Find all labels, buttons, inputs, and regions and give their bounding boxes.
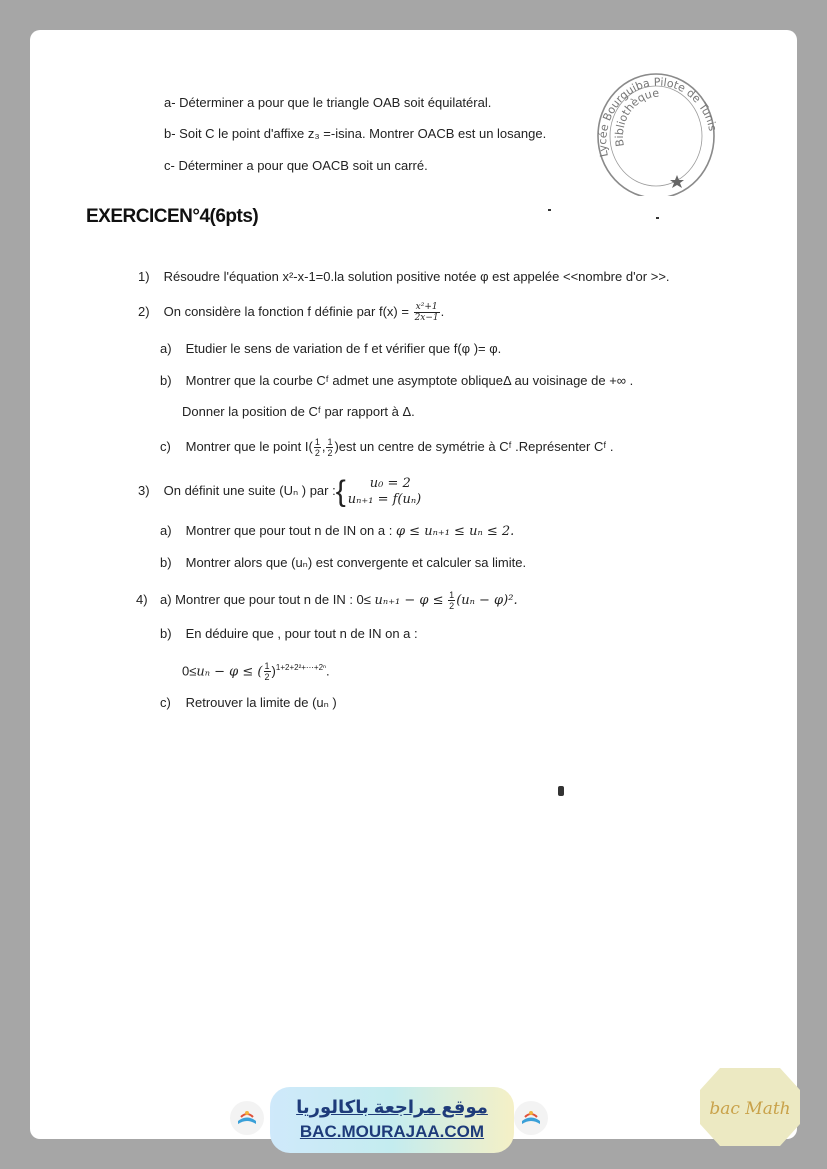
bac-math-badge (698, 1066, 802, 1148)
scan-speck (558, 786, 564, 796)
question-number: 4) (136, 591, 148, 607)
sub-label: b) (160, 626, 172, 641)
site-name-arabic[interactable]: موقع مراجعة باكالوريا (296, 1097, 488, 1117)
question-4b (160, 625, 418, 643)
scan-speck (548, 209, 551, 211)
sub-math: φ ≤ uₙ₊₁ ≤ uₙ ≤ 2. (395, 524, 515, 539)
site-logo-right (514, 1101, 548, 1135)
fraction-numerator: 1 (449, 590, 455, 600)
fraction-denominator: 2 (264, 672, 270, 683)
question-4 (136, 590, 518, 611)
comma: , (321, 438, 326, 454)
sub-label: b) (160, 373, 172, 388)
inequality-pre: 0≤ (182, 663, 197, 679)
inequality-left: uₙ₊₁ − φ ≤ (374, 592, 444, 608)
fraction-numerator: 1 (327, 437, 333, 447)
sub-label: a) (160, 523, 172, 538)
question-text: Résoudre l'équation x²-x-1=0.la solution positive notée φ est appelée <<nombre d'or >>. (163, 269, 670, 284)
function-fraction (414, 302, 440, 323)
sub-text: Retrouver la limite de (uₙ ) (185, 695, 337, 710)
inequality-close: ) (271, 663, 276, 679)
fraction-numerator: 1 (314, 437, 320, 447)
question-2c (160, 437, 614, 458)
question-2b (160, 372, 633, 390)
sub-label: c) (160, 438, 171, 454)
sub-label: c) (160, 695, 171, 710)
site-banner[interactable] (270, 1087, 514, 1153)
question-2b-line2: Donner la position de Cᶠ par rapport à Δ. (182, 404, 415, 419)
exercise-title: EXERCICEN°4(6pts) (86, 206, 259, 227)
exam-page (30, 30, 797, 1139)
question-text: On définit une suite (Uₙ ) par : (163, 483, 336, 498)
fraction-denominator: 2 (449, 601, 455, 611)
sub-text-post: )est un centre de symétrie à Cᶠ .Représenter Cᶠ . (334, 438, 614, 454)
fraction-half (314, 437, 321, 458)
system-line-1: u₀ = 2 (369, 475, 411, 491)
fraction-half (326, 437, 333, 458)
inequality-math: uₙ − φ ≤ ( (196, 664, 263, 680)
sub-text: Montrer que pour tout n de IN on a : (185, 523, 393, 538)
site-logo-left (230, 1101, 264, 1135)
fraction-denominator: 2 (314, 448, 320, 458)
scan-speck (656, 217, 659, 219)
question-number: 1) (138, 269, 150, 284)
question-4b-inequality (182, 659, 330, 682)
question-2 (138, 302, 444, 323)
book-icon (514, 1101, 548, 1135)
stamp-inner-text: Bibliothèque (612, 86, 660, 148)
badge-text: bac Math (709, 1099, 791, 1119)
question-3b (160, 554, 526, 572)
sub-text: Montrer alors que (uₙ) est convergente et calculer sa limite. (185, 555, 527, 570)
book-icon (230, 1101, 264, 1135)
system-brace: { (335, 474, 346, 508)
fraction-numerator: 1 (264, 661, 270, 672)
recurrence-system (348, 476, 421, 508)
question-4c (160, 694, 337, 712)
question-2a (160, 340, 501, 358)
sub-text-pre: Montrer que le point I( (185, 438, 313, 454)
question-3a (160, 522, 514, 541)
fraction-denominator: 2x−1 (414, 313, 439, 323)
item-b-losange: b- Soit C le point d'affixe z₃ =-isina. Montrer OACB est un losange. (164, 126, 547, 141)
site-url[interactable]: BAC.MOURAJAA.COM (299, 1122, 485, 1141)
sub-label: b) (160, 555, 172, 570)
item-a-equilateral: a- Déterminer a pour que le triangle OAB soit équilatéral. (164, 95, 492, 110)
sub-label: a) (160, 341, 172, 356)
exponent: 1+2+2²+⋯+2ⁿ (275, 663, 326, 672)
library-stamp (590, 46, 720, 196)
fraction-half (448, 590, 455, 611)
system-line-2: uₙ₊₁ = f(uₙ) (347, 491, 422, 507)
fraction-half (264, 661, 271, 682)
question-text: a) Montrer que pour tout n de IN : 0≤ (160, 591, 371, 607)
question-3 (138, 474, 421, 508)
question-number: 3) (138, 483, 150, 498)
question-number: 2) (138, 303, 150, 319)
question-1 (138, 268, 670, 286)
inequality-right: (uₙ − φ)². (456, 592, 518, 608)
question-text: On considère la fonction f définie par f(x) = (163, 303, 409, 319)
inequality-end: . (325, 663, 330, 679)
sub-text: En déduire que , pour tout n de IN on a : (185, 626, 418, 641)
sub-text: Etudier le sens de variation de f et vérifier que f(φ )= φ. (185, 341, 502, 356)
fraction-denominator: 2 (327, 448, 333, 458)
item-c-carre: c- Déterminer a pour que OACB soit un carré. (164, 158, 428, 173)
question-end: . (440, 303, 445, 319)
fraction-numerator: x²+1 (414, 302, 440, 313)
sub-text: Montrer que la courbe Cᶠ admet une asymptote obliqueΔ au voisinage de +∞ . (185, 373, 634, 388)
stamp-outer-text: Lycée Bourguiba Pilote de Tunis (596, 75, 720, 159)
